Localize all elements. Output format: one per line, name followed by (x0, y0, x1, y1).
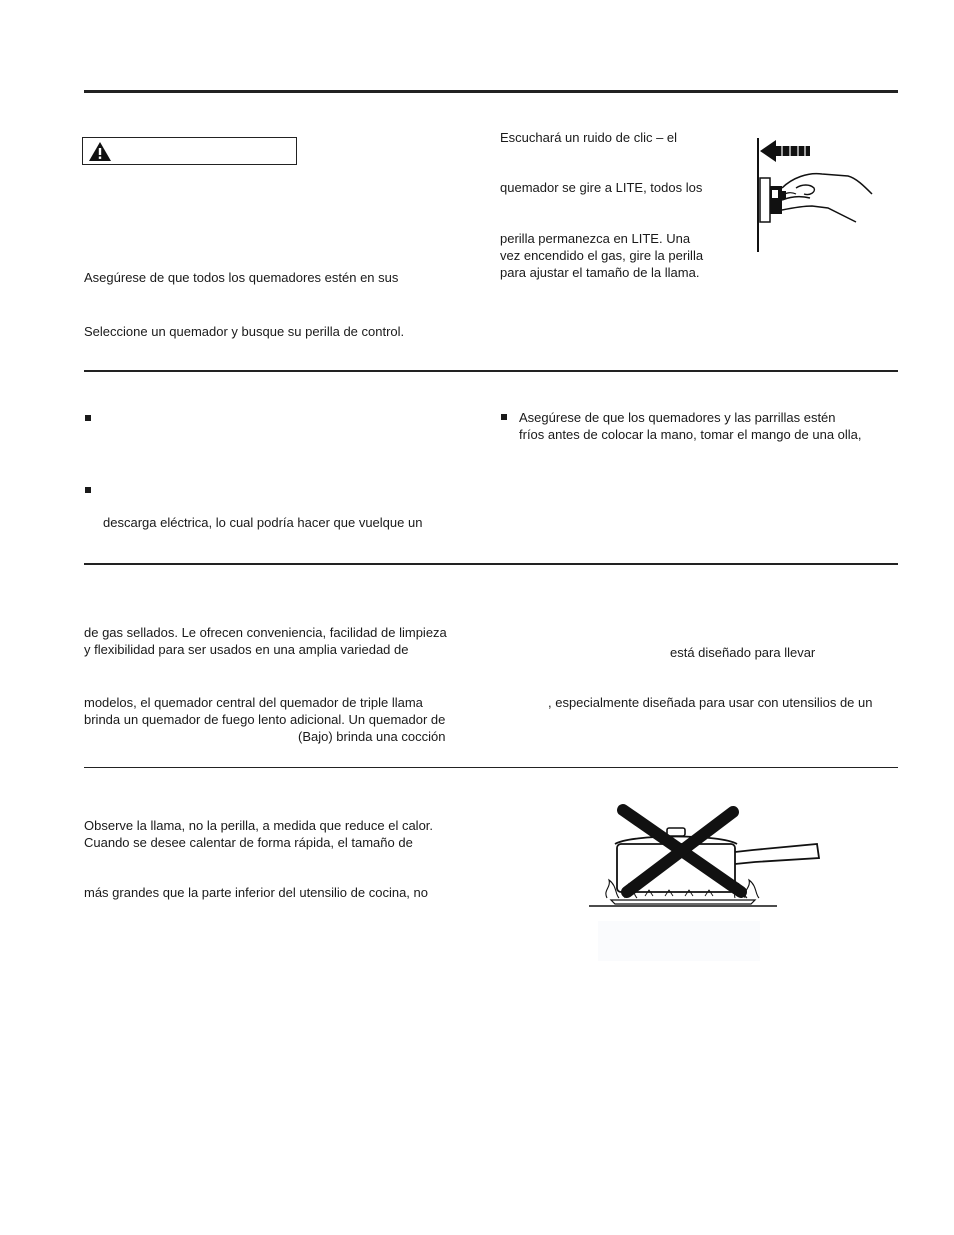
text-simmer-burner: brinda un quemador de fuego lento adicional. Un quemador de (84, 712, 446, 727)
text-watch-flame: Observe la llama, no la perilla, a medida que reduce el calor. (84, 818, 434, 833)
warning-triangle-icon (88, 141, 112, 162)
text-electric-shock: descarga eléctrica, lo cual podría hacer que vuelque un (103, 515, 423, 530)
section-rule-flame (84, 767, 898, 768)
text-burner-lite: quemador se gire a LITE, todos los (500, 180, 703, 195)
text-cool-grates: fríos antes de colocar la mano, tomar el mango de una olla, (519, 427, 862, 442)
warning-box (82, 137, 297, 165)
crossed-out-pot-on-large-flame-icon (585, 800, 825, 912)
bullet-right-1 (501, 414, 507, 420)
hand-pushing-knob-icon (752, 134, 877, 254)
text-quick-heat: Cuando se desee calentar de forma rápida, el tamaño de (84, 835, 413, 850)
text-knob-lite: perilla permanezca en LITE. Una (500, 231, 691, 246)
bullet-2 (85, 487, 91, 493)
header-rule (84, 90, 898, 93)
text-sealed-gas: de gas sellados. Le ofrecen conveniencia, facilidad de limpieza (84, 625, 447, 640)
paragraph-burners-position: Asegúrese de que todos los quemadores estén en sus (84, 270, 399, 285)
section-rule-caution (84, 370, 898, 372)
bullet-1 (85, 415, 91, 421)
text-larger-than-pan: más grandes que la parte inferior del utensilio de cocina, no (84, 885, 428, 900)
figure-caption-area (598, 921, 760, 961)
text-adjust-flame: para ajustar el tamaño de la llama. (500, 265, 700, 280)
text-flexibility: y flexibilidad para ser usados en una amplia variedad de (84, 642, 409, 657)
text-gas-lit: vez encendido el gas, gire la perilla (500, 248, 704, 263)
text-cool-burners: Asegúrese de que los quemadores y las parrillas estén (519, 410, 836, 425)
paragraph-select-burner: Seleccione un quemador y busque su perilla de control. (84, 324, 405, 339)
text-click-noise: Escuchará un ruido de clic – el (500, 130, 678, 145)
text-designed-to: está diseñado para llevar (670, 645, 816, 660)
text-low-cooking: (Bajo) brinda una cocción (298, 729, 446, 744)
text-triple-flame: modelos, el quemador central del quemador de triple llama (84, 695, 423, 710)
section-rule-burners (84, 563, 898, 565)
text-specially-designed: , especialmente diseñada para usar con utensilios de un (548, 695, 873, 710)
